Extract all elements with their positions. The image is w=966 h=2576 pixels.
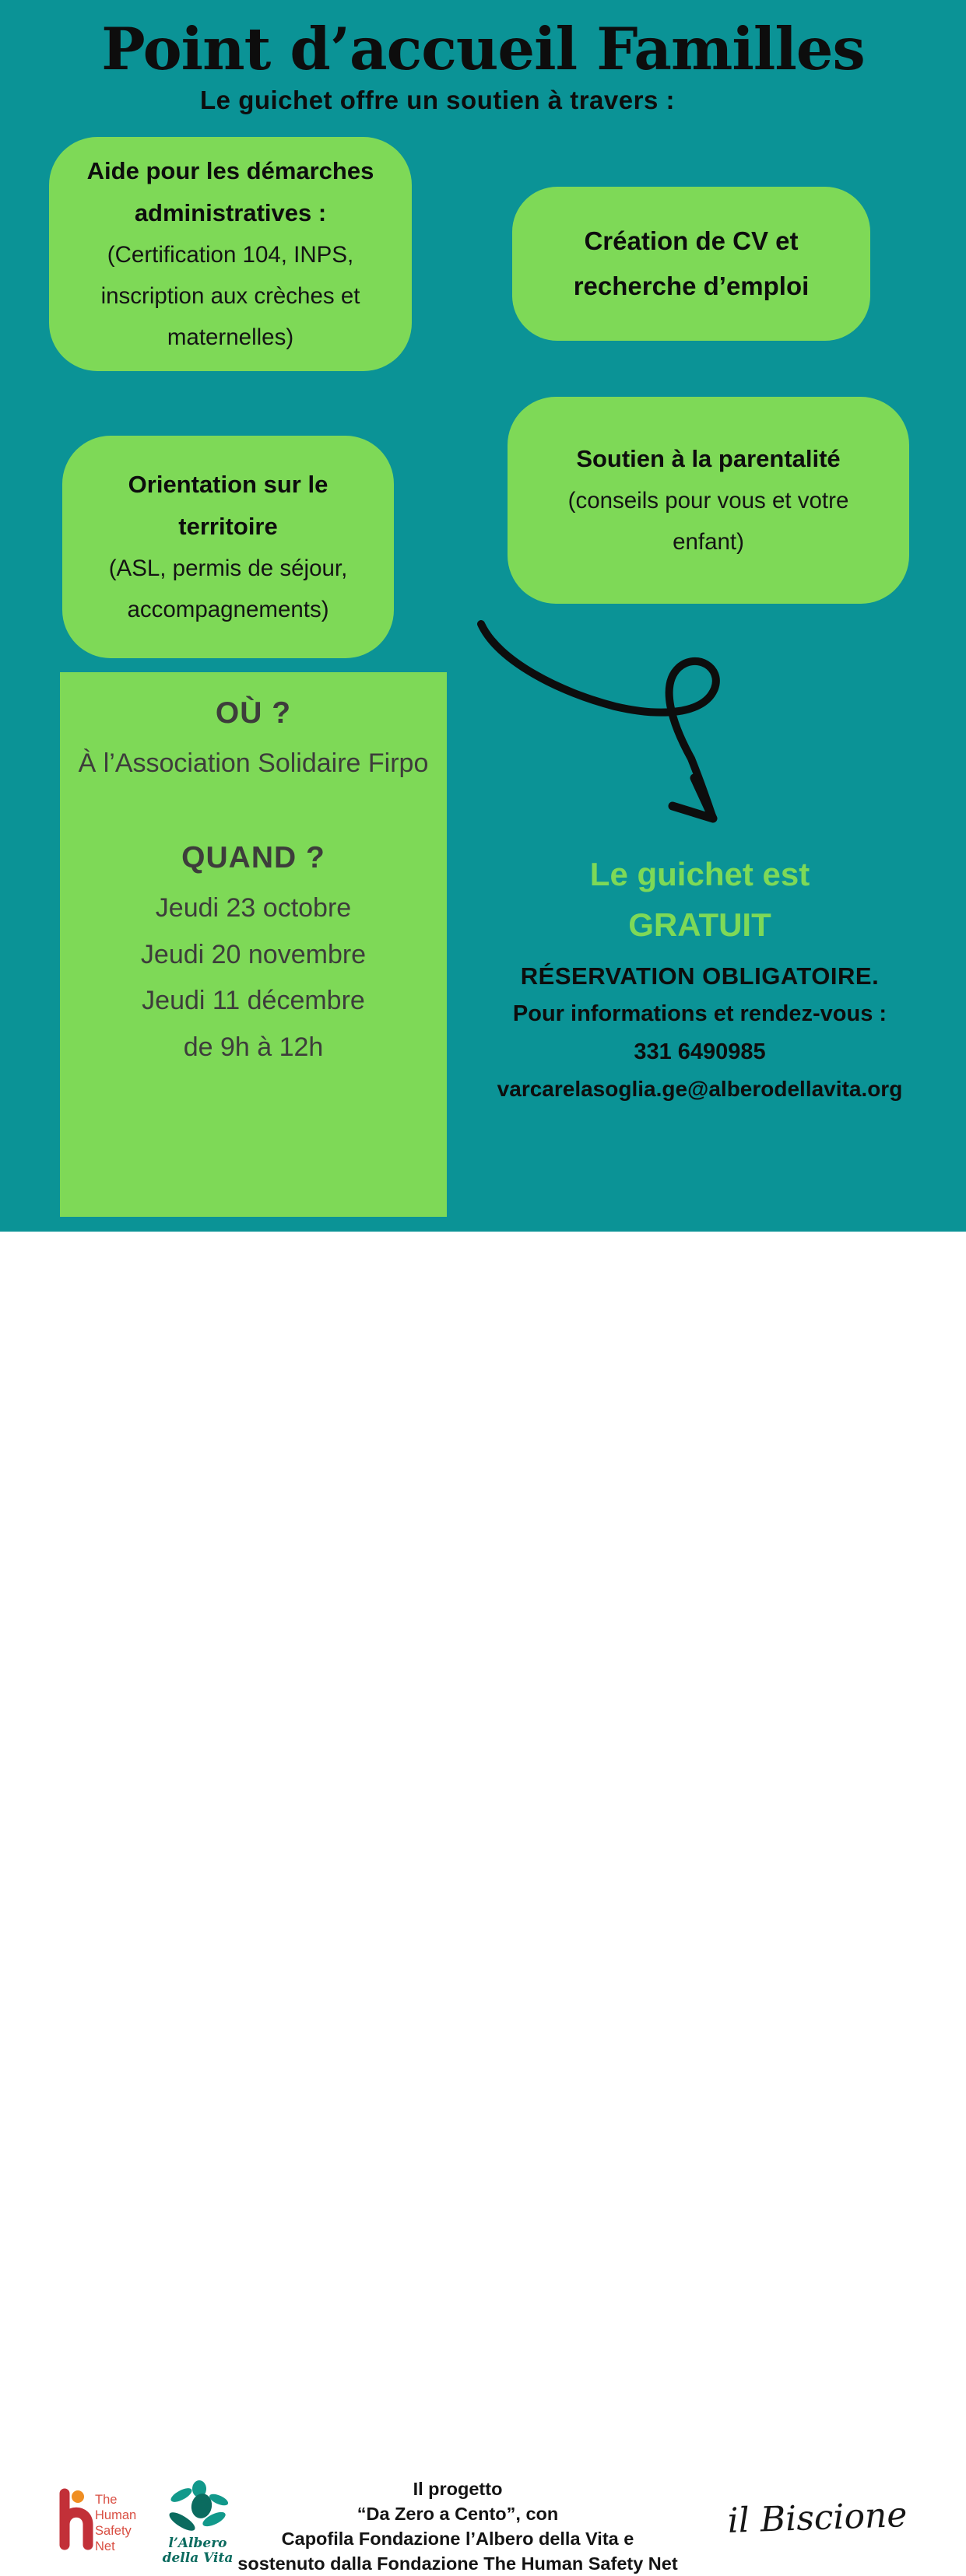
curved-arrow-icon	[405, 537, 763, 848]
albero-text-line: l’Albero	[168, 2536, 227, 2551]
reservation-title: RÉSERVATION OBLIGATOIRE.	[520, 962, 880, 990]
where-when-box	[60, 672, 447, 1217]
reservation-info: Pour informations et rendez-vous :	[512, 1001, 887, 1026]
thsn-text-line: Safety	[95, 2524, 132, 2539]
reservation-email: varcarelasoglia.ge@alberodellavita.org	[497, 1077, 903, 1101]
when-date-line: Jeudi 23 octobre	[155, 893, 352, 924]
service-box-admin	[49, 137, 412, 371]
human-safety-net-logo-icon	[58, 2489, 93, 2555]
project-credit	[201, 2476, 715, 2576]
service-box-orientation	[62, 436, 394, 658]
footer	[0, 1232, 966, 2574]
thsn-text-line: The	[95, 2493, 118, 2507]
page-title: Point d’accueil Familles	[101, 15, 865, 83]
project-credit-line: Capofila Fondazione l’Albero della Vita e	[281, 2529, 634, 2549]
service-box-cv-title: Création de CV et recherche d’emploi	[573, 226, 810, 300]
service-box-parentalite-detail: (conseils pour vous et votre enfant)	[567, 488, 849, 556]
project-credit-line: Il progetto	[413, 2479, 503, 2499]
il-biscione-logo-text: il Biscione	[726, 2494, 908, 2542]
reservation-block	[447, 959, 953, 1105]
service-box-admin-detail: (Certification 104, INPS, inscription aux crèches et maternelles)	[100, 242, 360, 351]
service-box-orientation-detail: (ASL, permis de séjour, accompagnements)	[108, 556, 348, 623]
page-subtitle: Le guichet offre un soutien à travers :	[200, 86, 675, 114]
when-label: QUAND ?	[181, 840, 325, 874]
free-banner	[447, 849, 953, 950]
when-date-line: de 9h à 12h	[183, 1032, 324, 1062]
service-box-orientation-title: Orientation sur le territoire	[128, 470, 328, 540]
human-safety-net-logo-text	[95, 2492, 136, 2555]
when-dates	[60, 885, 447, 1071]
service-box-cv	[512, 187, 870, 341]
thsn-text-line: Human	[95, 2508, 137, 2523]
free-banner-line1: Le guichet est	[589, 856, 810, 892]
thsn-text-line: Net	[95, 2539, 115, 2554]
when-date-line: Jeudi 20 novembre	[140, 939, 367, 969]
project-credit-line: sostenuto dalla Fondazione The Human Safety Net	[237, 2553, 678, 2574]
when-date-line: Jeudi 11 décembre	[142, 986, 365, 1016]
service-box-parentalite-title: Soutien à la parentalité	[576, 444, 841, 472]
service-box-admin-title: Aide pour les démarches administratives :	[86, 156, 374, 226]
free-banner-line2: GRATUIT	[628, 906, 771, 944]
reservation-phone: 331 6490985	[634, 1039, 766, 1064]
where-label: OÙ ?	[215, 696, 292, 730]
albero-text-line: della Vita	[162, 2550, 234, 2567]
project-credit-line: “Da Zero a Cento”, con	[357, 2504, 559, 2524]
where-value: À l’Association Solidaire Firpo	[78, 748, 429, 778]
